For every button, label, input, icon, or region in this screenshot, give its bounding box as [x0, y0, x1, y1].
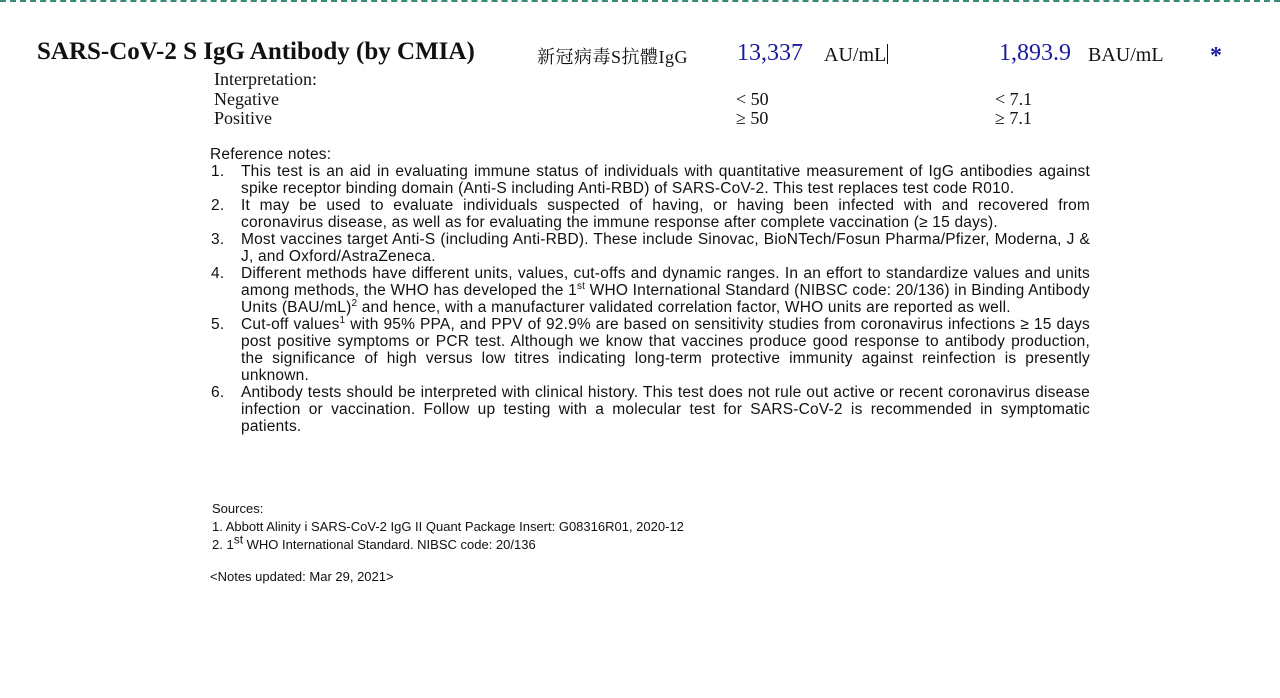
note-item-5	[210, 316, 1090, 384]
note-superscript: 2	[351, 297, 358, 309]
note-text-b: WHO International Standard (NIBSC code: 20/136) in Binding Antibody Units (BAU/mL)	[241, 282, 1090, 316]
result-value-bau: 1,893.9	[999, 40, 1071, 66]
source-item-2-prefix: 2. 1	[212, 537, 234, 552]
note-item-1	[210, 163, 1090, 197]
note-number: 3.	[211, 231, 225, 248]
interp-negative-label: Negative	[214, 89, 279, 109]
test-name-chinese: 新冠病毒S抗體IgG	[537, 47, 689, 67]
unit-au-text: AU/mL	[824, 44, 887, 66]
note-item-3	[210, 231, 1090, 265]
interp-positive-au: ≥ 50	[736, 108, 769, 128]
source-item-2-text: WHO International Standard. NIBSC code: 20/136	[243, 537, 536, 552]
test-name: SARS-CoV-2 S IgG Antibody (by CMIA)	[37, 38, 475, 65]
interp-positive-bau: ≥ 7.1	[995, 108, 1032, 128]
source-item-2-superscript: st	[233, 532, 244, 547]
note-text: This test is an aid in evaluating immune status of individuals with quantitative measurement of IgG antibodies against spike receptor binding domain (Anti-S including Anti-RBD) of SARS-CoV-2. This test replaces test code R010.	[241, 163, 1090, 197]
interp-negative-au: < 50	[736, 89, 769, 109]
abnormal-flag: *	[1210, 43, 1222, 69]
notes-updated: <Notes updated: Mar 29, 2021>	[210, 569, 394, 584]
result-unit-au	[824, 44, 888, 67]
interpretation-heading: Interpretation:	[214, 69, 317, 89]
note-text-a: Different methods have different units, values, cut-offs and dynamic ranges. In an effort to standardize values and units among methods, the WHO has developed the 1	[241, 265, 1090, 299]
note-item-2	[210, 197, 1090, 231]
note-item-4	[210, 265, 1090, 316]
note-number: 6.	[211, 384, 225, 401]
source-item-1: 1. Abbott Alinity i SARS-CoV-2 IgG II Quant Package Insert: G08316R01, 2020-12	[212, 519, 684, 534]
note-number: 2.	[211, 197, 225, 214]
sources-heading: Sources:	[212, 501, 264, 516]
interp-negative-bau: < 7.1	[995, 89, 1033, 109]
note-number: 4.	[211, 265, 225, 282]
reference-notes	[210, 146, 1090, 435]
note-superscript: st	[576, 280, 586, 292]
note-number: 5.	[211, 316, 225, 333]
note-text-b: with 95% PPA, and PPV of 92.9% are based on sensitivity studies from coronavirus infections ≥ 15 days post positive symptoms or PCR test. Although we know that vaccines produce good response to antibody production, the significance of high versus low titres indicating long-term protective immunity against reinfection is presently unknown.	[241, 316, 1090, 384]
top-dashed-border	[0, 0, 1280, 2]
note-superscript: 1	[339, 314, 346, 326]
note-text-a: Cut-off values	[241, 316, 340, 333]
reference-notes-heading: Reference notes:	[210, 146, 332, 163]
source-item-2	[212, 532, 684, 554]
sources-block	[212, 500, 684, 554]
interp-positive-label: Positive	[214, 108, 273, 128]
result-value-au: 13,337	[737, 40, 803, 66]
reference-notes-list	[210, 163, 1090, 435]
note-number: 1.	[211, 163, 225, 180]
note-text: Most vaccines target Anti-S (including Anti-RBD). These include Sinovac, BioNTech/Fosun Pharma/Pfizer, Moderna, J & J, and Oxford/AstraZeneca.	[241, 231, 1090, 265]
text-cursor	[887, 44, 888, 64]
note-text: Antibody tests should be interpreted with clinical history. This test does not rule out active or recent coronavirus disease infection or vaccination. Follow up testing with a molecular test for SARS-CoV-2 is recommended in symptomatic patients.	[241, 384, 1090, 435]
note-item-6	[210, 384, 1090, 435]
note-text: It may be used to evaluate individuals suspected of having, or having been infected with and recovered from coronavirus disease, as well as for evaluating the immune response after complete vaccination (≥ 15 days).	[241, 197, 1090, 231]
result-unit-bau: BAU/mL	[1088, 44, 1164, 66]
note-text-c: and hence, with a manufacturer validated correlation factor, WHO units are reported as well.	[357, 299, 1011, 316]
